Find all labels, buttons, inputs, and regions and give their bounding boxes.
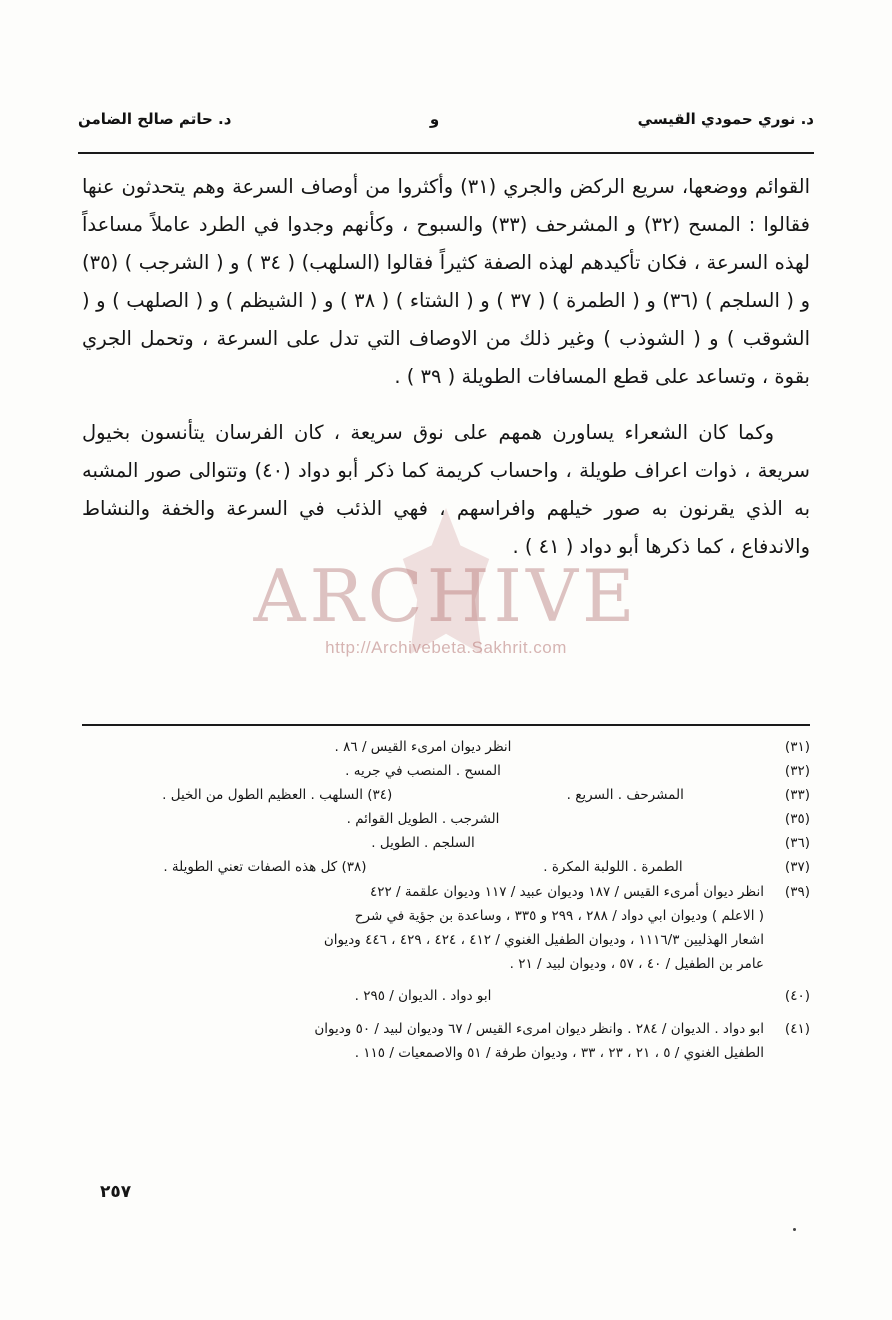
paragraph-2: وكما كان الشعراء يساورن همهم على نوق سريعة ، كان الفرسان يتأنسون بخيول سريعة ، ذوات اعراف طويلة ، واحساب كريمة كما ذكر أبو دواد (٤٠) وتتوالى صور المشبه به الذي يقرنون به صور خيلهم وافراسهم ، فهي الذئب في السرعة والخفة والنشاط والاندفاع ، كما ذكرها أبو دواد ( ٤١ ) .	[82, 421, 810, 558]
header-conjunction: و	[429, 110, 440, 128]
header-author-left: د. حاتم صالح الضامن	[78, 110, 232, 128]
footnote-number: (٣٣)	[784, 787, 810, 803]
footnote-text	[82, 1017, 766, 1065]
footnote-text: ابو دواد . الديوان / ٢٩٥ .	[354, 988, 492, 1004]
footnote-number: (٣٢)	[784, 763, 810, 779]
archive-watermark	[0, 554, 892, 658]
header-author-right: د. نوري حمودي القيسي	[637, 110, 814, 128]
footnote-text-pair	[82, 784, 766, 807]
footnote-number: (٣٧)	[784, 859, 810, 875]
footnote-item	[82, 1017, 810, 1065]
footnote-line: ابو دواد . الديوان / ٢٨٤ . وانظر ديوان امرىء القيس / ٦٧ وديوان لبيد / ٥٠ وديوان	[314, 1021, 764, 1037]
page-number: ٢٥٧	[100, 1182, 132, 1202]
header-divider	[78, 152, 814, 154]
footnote-text-left: (٣٤) السلهب . العظيم الطول من الخيل .	[162, 787, 393, 803]
page-header	[78, 110, 814, 128]
footnote-number: (٣٥)	[784, 811, 810, 827]
footnote-number: (٤١)	[784, 1021, 810, 1037]
footnote-item	[82, 832, 810, 855]
footnote-line: الطفيل الغنوي / ٥ ، ٢١ ، ٢٣ ، ٣٣ ، وديوان طرفة / ٥١ والاصمعيات / ١١٥ .	[354, 1045, 764, 1061]
footnote-text-pair	[82, 856, 766, 879]
footnote-item	[82, 856, 810, 879]
footnote-item	[82, 760, 810, 783]
footnote-line: انظر ديوان أمرىء القيس / ١٨٧ وديوان عبيد / ١١٧ وديوان علقمة / ٤٢٢	[369, 884, 764, 900]
footnote-text: المسح . المنصب في جريه .	[345, 763, 501, 779]
footnote-number: (٣١)	[784, 739, 810, 755]
footnotes-divider	[82, 724, 810, 726]
watermark-word: ARCHIVE	[253, 554, 639, 638]
footnote-text: انظر ديوان امرىء القيس / ٨٦ .	[334, 739, 512, 755]
footnote-text-left: (٣٨) كل هذه الصفات تعني الطويلة .	[163, 859, 367, 875]
footnotes-list	[82, 736, 810, 1066]
footnote-text	[82, 880, 766, 976]
body-text	[82, 168, 810, 566]
footnote-item	[82, 808, 810, 831]
footnote-line: ( الاعلم ) وديوان ابي دواد / ٢٨٨ ، ٢٩٩ و ٣٣٥ ، وساعدة بن جؤية في شرح	[354, 908, 764, 924]
footnote-line: عامر بن الطفيل / ٤٠ ، ٥٧ ، وديوان لبيد / ٢١ .	[509, 956, 764, 972]
footnote-text: الشرجب . الطويل القوائم .	[346, 811, 500, 827]
watermark-url: http://Archivebeta.Sakhrit.com	[325, 638, 567, 657]
footnote-number: (٣٦)	[784, 835, 810, 851]
footnote-line: اشعار الهذليين ١١١٦/٣ ، وديوان الطفيل الغنوي / ٤١٢ ، ٤٢٤ ، ٤٢٩ ، ٤٤٦ وديوان	[323, 932, 764, 948]
footnote-item	[82, 736, 810, 759]
footnote-text-right: المشرحف . السريع .	[566, 787, 684, 803]
paragraph-1: القوائم ووضعها، سريع الركض والجري (٣١) وأكثروا من أوصاف السرعة وهم يتحدثون عنها فقالوا : المسح (٣٢) و المشرحف (٣٣) والسبوح ، وكأنهم وجدوا في الطرد عاملاً مساعداً لهذه السرعة ، فكان تأكيدهم لهذه الصفة كثيراً فقالوا (السلهب) ( ٣٤ ) و ( الشرجب ) (٣٥) و ( السلجم ) (٣٦) و ( الطمرة ) ( ٣٧ ) و ( الشتاء ) ( ٣٨ ) و ( الشيظم ) و ( الصلهب ) و ( الشوقب ) و ( الشوذب ) وغير ذلك من الاوصاف التي تدل على السرعة ، وتحمل الجري بقوة ، وتساعد على قطع المسافات الطويلة ( ٣٩ ) .	[82, 175, 810, 388]
footnote-text-right: الطمرة . اللولبة المكرة .	[543, 859, 683, 875]
footnote-item	[82, 880, 810, 976]
footnote-text: السلجم . الطويل .	[371, 835, 475, 851]
footnote-item	[82, 784, 810, 807]
corner-dot-mark	[793, 1228, 796, 1231]
footnote-number: (٤٠)	[784, 988, 810, 1004]
footnote-item	[82, 985, 810, 1008]
footnote-number: (٣٩)	[784, 884, 810, 900]
